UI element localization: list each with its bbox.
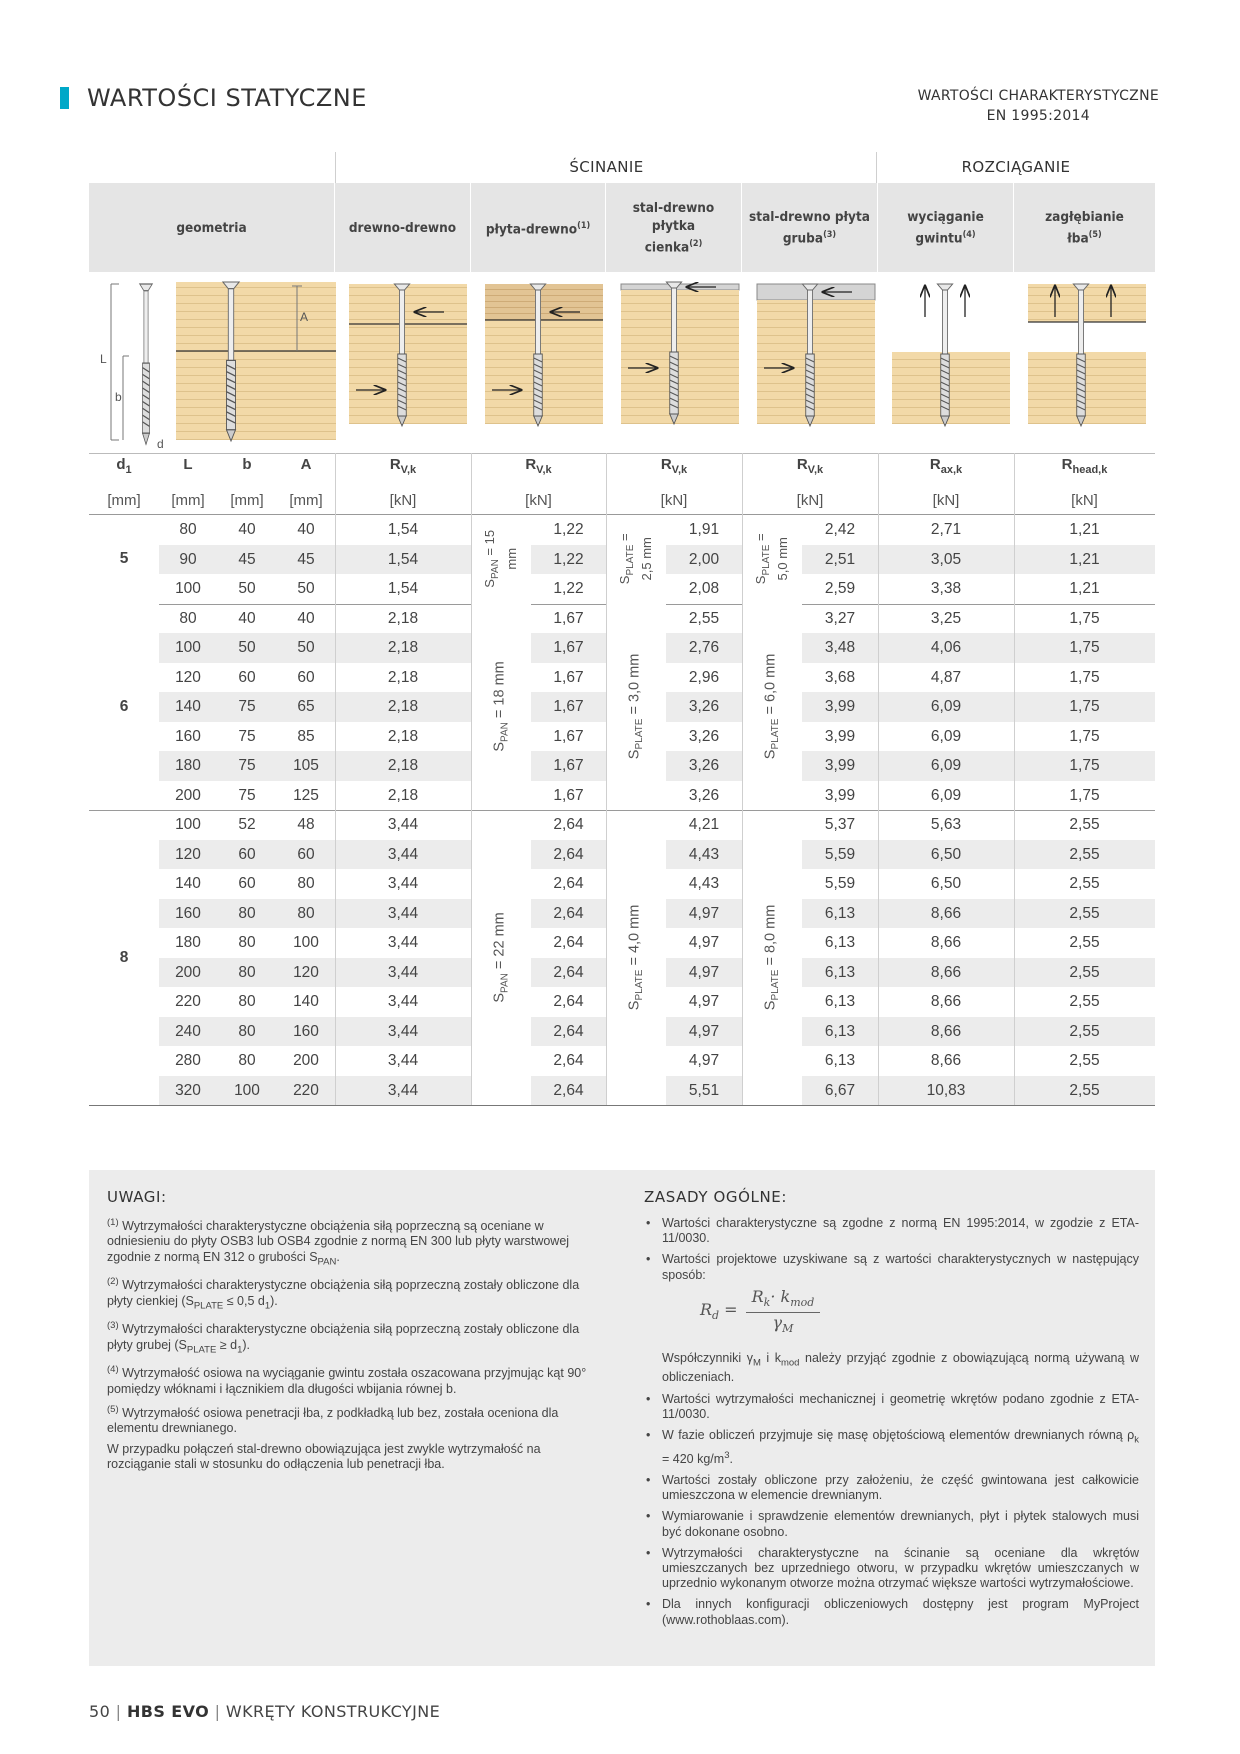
notes-title: UWAGI: bbox=[107, 1188, 167, 1206]
dim-label-l: L bbox=[100, 352, 107, 366]
sym-d1: $d_1$ bbox=[116, 456, 132, 476]
table-cell: 2,96 bbox=[688, 668, 720, 686]
diameter-cell: 8 bbox=[89, 811, 159, 1105]
table-cell: 2,18 bbox=[387, 668, 419, 686]
table-cell: 4,21 bbox=[688, 816, 720, 833]
table-cell: 1,21 bbox=[1069, 521, 1100, 538]
table-cell: 2,55 bbox=[1069, 875, 1100, 892]
table-cell: 6,09 bbox=[930, 757, 962, 774]
table-cell: 80 bbox=[238, 934, 256, 951]
table-cell: 6,09 bbox=[930, 727, 962, 745]
table-cell: 100 bbox=[175, 639, 201, 656]
rule-4: • W fazie obliczeń przyjmuje się masę objętościową elementów drewnianych równą $\rho_k = 420$ $kg/m^3$. bbox=[644, 1428, 1139, 1467]
table-cell: 6,50 bbox=[930, 875, 962, 892]
table-cell: 100 bbox=[175, 816, 201, 833]
table-cell: 2,55 bbox=[1069, 963, 1100, 981]
table-cell: 200 bbox=[175, 963, 201, 981]
group-shear: ŚCINANIE bbox=[569, 158, 644, 176]
table-cell: 160 bbox=[175, 727, 201, 745]
table-cell: 4,97 bbox=[688, 904, 720, 922]
table-cell: 8,66 bbox=[930, 1052, 962, 1069]
product-name: HBS EVO bbox=[126, 1702, 210, 1721]
spacing-label: $S_{PAN} = 22$ mm bbox=[471, 811, 531, 1105]
table-cell: 2,64 bbox=[553, 816, 584, 833]
table-cell: 45 bbox=[297, 550, 315, 568]
table-cell: 85 bbox=[297, 727, 315, 745]
table-cell: 2,08 bbox=[688, 580, 720, 597]
table-cell: 1,54 bbox=[387, 580, 419, 597]
table-cell: 1,67 bbox=[553, 727, 584, 745]
sym-rv-1: $R_{V,k}$ bbox=[389, 456, 417, 476]
table-cell: 60 bbox=[238, 875, 256, 892]
table-cell: 1,75 bbox=[1069, 757, 1100, 774]
notes-list bbox=[107, 1215, 602, 1477]
table-cell: 50 bbox=[297, 580, 315, 597]
page-header bbox=[60, 84, 367, 112]
table-cell: 1,67 bbox=[553, 786, 584, 804]
table-cell: 4,06 bbox=[930, 639, 962, 656]
table-cell: 3,99 bbox=[824, 786, 856, 804]
table-cell: 2,55 bbox=[1069, 1081, 1100, 1099]
note-1: $^{(1)}$ Wytrzymałości charakterystyczne obciążenia siłą poprzeczną są oceniane w odniesieniu do płyty OSB3 lub OSB4 zgodnie z normą EN 300 lub płyty warstwowej zgodnie z normą EN 312 o grubości $S_{PAN}$. bbox=[107, 1217, 570, 1268]
col-geometry: geometria bbox=[89, 183, 335, 272]
table-cell: 48 bbox=[297, 816, 315, 833]
table-cell: 6,09 bbox=[930, 786, 962, 804]
table-cell: 60 bbox=[238, 668, 256, 686]
table-cell: 1,67 bbox=[553, 639, 584, 656]
table-cell: 3,26 bbox=[688, 727, 720, 745]
table-cell: 2,55 bbox=[1069, 934, 1100, 951]
table-cell: 2,64 bbox=[553, 993, 584, 1010]
rule-3: • Wartości wytrzymałości mechanicznej i geometrię wkrętów podano zgodnie z ETA-11/0030. bbox=[644, 1392, 1139, 1422]
diameter-cell: 6 bbox=[89, 604, 159, 810]
table-cell: 80 bbox=[238, 993, 256, 1010]
rule-8: • Dla innych konfiguracji obliczeniowych dostępny jest program MyProject (www.rothoblaas.com). bbox=[644, 1597, 1139, 1627]
col-timber-timber: drewno-drewno bbox=[335, 183, 471, 272]
rule-7: • Wytrzymałości charakterystyczne na ścinanie są oceniane dla wkrętów umieszczanych bez uprzedniego otworu, w przypadku wkrętów umieszczanych w uprzednio wykonanym otworze można otrzymać większe wartości wytrzymałościowe. bbox=[644, 1546, 1139, 1592]
diagram-row bbox=[89, 272, 1155, 453]
table-cell: 2,76 bbox=[688, 639, 720, 656]
table-cell: 1,75 bbox=[1069, 639, 1100, 656]
ref-line-2: EN 1995:2014 bbox=[986, 108, 1090, 124]
table-cell: 200 bbox=[175, 786, 201, 804]
table-cell: 2,64 bbox=[553, 934, 584, 951]
table-cell: 2,18 bbox=[387, 757, 419, 774]
table-cell: 1,75 bbox=[1069, 668, 1100, 686]
table-cell: 3,44 bbox=[387, 1022, 419, 1040]
table-cell: 6,13 bbox=[824, 1022, 856, 1040]
table-cell: 80 bbox=[179, 521, 197, 538]
page-footer bbox=[89, 1702, 440, 1721]
rule-2-coefficients: Współczynniki $\gamma_M$ i $k_{mod}$ należy przyjąć zgodnie z obowiązującą normą używaną w obliczeniach. bbox=[662, 1350, 1139, 1385]
pullthrough-diagram bbox=[1028, 284, 1146, 426]
page-title: WARTOŚCI STATYCZNE bbox=[87, 84, 367, 112]
table-cell: 3,44 bbox=[387, 875, 419, 892]
table-cell: 3,99 bbox=[824, 698, 856, 715]
table-cell: 5,59 bbox=[824, 845, 856, 863]
table-cell: 100 bbox=[293, 934, 319, 951]
table-cell: 240 bbox=[175, 1022, 201, 1040]
unit-l: [mm] bbox=[171, 492, 205, 509]
table-cell: 320 bbox=[175, 1081, 201, 1099]
table-cell: 6,50 bbox=[930, 845, 962, 863]
table-cell: 160 bbox=[175, 904, 201, 922]
column-divider bbox=[742, 453, 743, 1105]
note-3: $^{(3)}$ Wytrzymałości charakterystyczne obciążenia siłą poprzeczną zostały obliczone dla płyty grubej $(S_{PLATE} \ge d_1)$. bbox=[107, 1320, 580, 1356]
rule-6: • Wymiarowanie i sprawdzenie elementów drewnianych, płyt i płytek stalowych musi być dokonane osobno. bbox=[644, 1509, 1139, 1539]
table-cell: 3,26 bbox=[688, 698, 720, 715]
table-cell: 2,55 bbox=[1069, 993, 1100, 1010]
sym-rax: $R_{ax,k}$ bbox=[929, 456, 963, 476]
unit-b: [mm] bbox=[230, 492, 264, 509]
table-cell: 52 bbox=[238, 816, 256, 833]
spacing-label: $S_{PLATE} = 2,5$ mm bbox=[606, 516, 666, 604]
table-cell: 3,44 bbox=[387, 816, 419, 833]
col-steel-thin: stal-drewno płytka cienka$^{(2)}$ bbox=[606, 183, 742, 272]
table-cell: 60 bbox=[238, 845, 256, 863]
table-cell: 4,97 bbox=[688, 993, 720, 1010]
unit-rhead: [kN] bbox=[1071, 492, 1098, 509]
sym-l: L bbox=[183, 456, 193, 473]
table-cell: 75 bbox=[238, 757, 256, 774]
table-cell: 8,66 bbox=[930, 934, 962, 951]
table-cell: 40 bbox=[297, 521, 315, 538]
table-cell: 2,51 bbox=[824, 550, 856, 568]
table-cell: 2,64 bbox=[553, 1081, 584, 1099]
rule-5: • Wartości zostały obliczone przy założeniu, że część gwintowana jest całkowicie umieszczona w elemencie drewnianym. bbox=[644, 1473, 1139, 1503]
table-cell: 2,00 bbox=[688, 550, 720, 568]
table-cell: 2,64 bbox=[553, 963, 584, 981]
table-cell: 8,66 bbox=[930, 904, 962, 922]
table-cell: 40 bbox=[238, 609, 256, 627]
table-cell: 2,55 bbox=[1069, 1052, 1100, 1069]
dim-label-d: d bbox=[157, 437, 164, 451]
table-cell: 2,42 bbox=[824, 521, 856, 538]
table-cell: 140 bbox=[175, 698, 201, 715]
table-cell: 3,05 bbox=[930, 550, 962, 568]
table-cell: 3,48 bbox=[824, 639, 856, 656]
spacing-label: $S_{PLATE} = 5,0$ mm bbox=[742, 516, 802, 604]
dim-label-a: A bbox=[300, 310, 309, 324]
table-cell: 1,21 bbox=[1069, 580, 1100, 597]
table-cell: 3,68 bbox=[824, 668, 856, 686]
table-cell: 6,13 bbox=[824, 1052, 856, 1069]
table-cell: 6,13 bbox=[824, 993, 856, 1010]
table-cell: 4,97 bbox=[688, 1052, 720, 1069]
table-cell: 120 bbox=[293, 963, 319, 981]
table-cell: 180 bbox=[175, 757, 201, 774]
unit-d1: [mm] bbox=[107, 492, 141, 509]
table-cell: 2,71 bbox=[930, 521, 962, 538]
notes-panel bbox=[89, 1170, 1155, 1666]
table-cell: 60 bbox=[297, 668, 315, 686]
col-panel-timber: płyta-drewno$^{(1)}$ bbox=[471, 183, 606, 272]
table-cell: 6,67 bbox=[824, 1081, 856, 1099]
unit-rv3: [kN] bbox=[660, 492, 688, 509]
column-divider bbox=[606, 453, 607, 1105]
rule bbox=[89, 453, 1155, 454]
table-cell: 5,51 bbox=[688, 1081, 720, 1099]
table-cell: 6,13 bbox=[824, 963, 856, 981]
column-divider bbox=[335, 453, 336, 1105]
table-cell: 6,13 bbox=[824, 904, 856, 922]
table-cell: 3,44 bbox=[387, 904, 419, 922]
table-cell: 3,25 bbox=[930, 609, 962, 627]
table-cell: 3,27 bbox=[824, 609, 856, 627]
table-cell: 1,54 bbox=[387, 550, 419, 568]
column-divider bbox=[1014, 453, 1015, 1105]
rules-list bbox=[644, 1216, 1139, 1634]
table-cell: 200 bbox=[293, 1052, 319, 1069]
table-cell: 1,67 bbox=[553, 668, 584, 686]
column-header-row bbox=[89, 183, 1155, 272]
table-cell: 3,44 bbox=[387, 1081, 419, 1099]
table-cell: 50 bbox=[238, 580, 256, 597]
table-cell: 80 bbox=[238, 904, 256, 922]
note-4: $^{(4)}$ Wytrzymałość osiowa na wyciąganie gwintu została oszacowana przyjmując kąt 90° pomiędzy włóknami i łącznikiem dla długości wbijania równej b. bbox=[107, 1364, 587, 1396]
table-cell: 80 bbox=[238, 963, 256, 981]
table-cell: 105 bbox=[293, 757, 319, 774]
spacing-label: $S_{PLATE} = 6,0$ mm bbox=[742, 604, 802, 810]
table-cell: 6,09 bbox=[930, 698, 962, 715]
table-cell: 1,54 bbox=[387, 521, 419, 538]
table-cell: 3,44 bbox=[387, 1052, 419, 1069]
diameter-cell: 5 bbox=[89, 516, 159, 604]
table-cell: 3,99 bbox=[824, 757, 856, 774]
table-cell: 140 bbox=[293, 993, 319, 1010]
table-cell: 3,44 bbox=[387, 934, 419, 951]
rule-2: • Wartości projektowe uzyskiwane są z wartości charakterystycznych w następujący sposób: $R_d$ = $\frac{R_k\cdot k_{mod}}{\gamma_M}$ Współczynniki $\gamma_M$ i $k_{mod}$ należy przyjąć zgodnie z obowiązującą normą używaną w obliczeniach. bbox=[644, 1252, 1139, 1385]
sym-rv-2: $R_{V,k}$ bbox=[525, 456, 552, 476]
table-cell: 3,44 bbox=[387, 845, 419, 863]
table-cell: 1,75 bbox=[1069, 698, 1100, 715]
table-cell: 120 bbox=[175, 668, 201, 686]
column-divider bbox=[878, 453, 879, 1105]
table-cell: 60 bbox=[297, 845, 315, 863]
unit-rv4: [kN] bbox=[796, 492, 824, 509]
table-cell: 8,66 bbox=[930, 1022, 962, 1040]
withdrawal-diagram bbox=[892, 284, 1010, 426]
group-tension: ROZCIĄGANIE bbox=[961, 158, 1071, 176]
table-cell: 8,66 bbox=[930, 993, 962, 1010]
table-cell: 80 bbox=[238, 1022, 256, 1040]
table-cell: 1,21 bbox=[1069, 550, 1100, 568]
unit-rax: [kN] bbox=[932, 492, 960, 509]
section-name: WKRĘTY KONSTRUKCYJNE bbox=[225, 1702, 441, 1721]
table-cell: 90 bbox=[179, 550, 197, 568]
table-cell: 50 bbox=[238, 639, 256, 656]
load-diagrams bbox=[89, 272, 1155, 453]
unit-a: [mm] bbox=[289, 492, 323, 509]
table-cell: 180 bbox=[175, 934, 201, 951]
table-cell: 40 bbox=[238, 521, 256, 538]
table-cell: 45 bbox=[238, 550, 256, 568]
table-cell: 1,75 bbox=[1069, 727, 1100, 745]
panel-timber-diagram bbox=[485, 284, 603, 426]
table-cell: 3,99 bbox=[824, 727, 856, 745]
table-cell: 2,64 bbox=[553, 1052, 584, 1069]
table-cell: 1,67 bbox=[553, 609, 584, 627]
table-cell: 75 bbox=[238, 727, 256, 745]
table-cell: 80 bbox=[297, 904, 315, 922]
ref-line-1: WARTOŚCI CHARAKTERYSTYCZNE bbox=[917, 88, 1159, 104]
spacing-label: $S_{PLATE} = 8,0$ mm bbox=[742, 811, 802, 1105]
table-cell: 4,43 bbox=[688, 845, 720, 863]
column-divider bbox=[471, 453, 472, 1105]
table-cell: 80 bbox=[179, 609, 197, 627]
table-cell: 2,64 bbox=[553, 875, 584, 892]
table-cell: 80 bbox=[297, 875, 315, 892]
spacing-label: $S_{PAN} = 18$ mm bbox=[471, 604, 531, 810]
sym-b: b bbox=[242, 456, 252, 473]
table-cell: 280 bbox=[175, 1052, 201, 1069]
spacing-label: $S_{PLATE} = 4,0$ mm bbox=[606, 811, 666, 1105]
table-cell: 2,55 bbox=[1069, 904, 1100, 922]
table-bottom-rule bbox=[89, 1105, 1155, 1106]
rules-title: ZASADY OGÓLNE: bbox=[644, 1188, 788, 1206]
unit-rv1: [kN] bbox=[389, 492, 417, 509]
table-cell: 1,91 bbox=[688, 521, 720, 538]
table-cell: 220 bbox=[175, 993, 201, 1010]
table-cell: 3,44 bbox=[387, 963, 419, 981]
table-cell: 80 bbox=[238, 1052, 256, 1069]
table-cell: 1,67 bbox=[553, 698, 584, 715]
table-cell: 3,26 bbox=[688, 786, 720, 804]
table-cell: 1,75 bbox=[1069, 786, 1100, 804]
table-cell: 4,87 bbox=[930, 668, 962, 686]
col-steel-thick: stal-drewno płyta gruba$^{(3)}$ bbox=[742, 183, 878, 272]
table-cell: 4,97 bbox=[688, 963, 720, 981]
timber-timber-diagram bbox=[349, 284, 467, 426]
table-cell: 2,18 bbox=[387, 727, 419, 745]
table-cell: 10,83 bbox=[926, 1081, 966, 1099]
table-cell: 1,22 bbox=[553, 550, 584, 568]
table-cell: 3,44 bbox=[387, 993, 419, 1010]
table-cell: 2,64 bbox=[553, 1022, 584, 1040]
page-number: 50 bbox=[89, 1702, 111, 1721]
rule-1: • Wartości charakterystyczne są zgodne z normą EN 1995:2014, w zgodzie z ETA-11/0030. bbox=[644, 1216, 1139, 1246]
table-cell: 2,18 bbox=[387, 698, 419, 715]
table-cell: 100 bbox=[234, 1081, 260, 1099]
table-cell: 125 bbox=[293, 786, 319, 804]
table-cell: 100 bbox=[175, 580, 201, 597]
table-cell: 3,26 bbox=[688, 757, 720, 774]
table-cell: 40 bbox=[297, 609, 315, 627]
note-6: W przypadku połączeń stal-drewno obowiązująca jest zwykle wytrzymałość na rozciąganie stali w stosunku do odłączenia lub penetracji łba. bbox=[107, 1441, 541, 1471]
design-formula: $R_d$ = $\frac{R_k\cdot k_{mod}}{\gamma_M}$ bbox=[700, 1289, 1139, 1337]
table-cell: 3,38 bbox=[930, 580, 962, 597]
col-pullthrough: zagłębianie łba$^{(5)}$ bbox=[1014, 183, 1155, 272]
table-cell: 5,59 bbox=[824, 875, 856, 892]
table-cell: 2,59 bbox=[824, 580, 856, 597]
col-withdrawal: wyciąganie gwintu$^{(4)}$ bbox=[878, 183, 1014, 272]
sym-a: A bbox=[300, 456, 312, 473]
steel-thick-diagram bbox=[757, 284, 875, 426]
note-2: $^{(2)}$ Wytrzymałości charakterystyczne obciążenia siłą poprzeczną zostały obliczone dla płyty cienkiej ($S_{PLATE} \le 0,5$ $d_1$). bbox=[107, 1276, 580, 1312]
sym-rv-4: $R_{V,k}$ bbox=[796, 456, 824, 476]
table-cell: 1,67 bbox=[553, 757, 584, 774]
table-cell: 8,66 bbox=[930, 963, 962, 981]
table-cell: 4,97 bbox=[688, 934, 720, 951]
table-cell: 2,64 bbox=[553, 845, 584, 863]
table-cell: 6,13 bbox=[824, 934, 856, 951]
footer-separator: | bbox=[115, 1702, 122, 1721]
table-cell: 1,75 bbox=[1069, 609, 1100, 627]
table-cell: 5,63 bbox=[930, 816, 962, 833]
footer-separator: | bbox=[214, 1702, 221, 1721]
sym-rhead: $R_{head,k}$ bbox=[1061, 456, 1108, 476]
table-cell: 120 bbox=[175, 845, 201, 863]
table-cell: 2,18 bbox=[387, 786, 419, 804]
table-cell: 1,22 bbox=[553, 580, 584, 597]
spacing-label: $S_{PLATE} = 3,0$ mm bbox=[606, 604, 666, 810]
table-cell: 2,55 bbox=[688, 609, 720, 627]
table-cell: 1,22 bbox=[553, 521, 584, 538]
table-cell: 160 bbox=[293, 1022, 319, 1040]
table-cell: 140 bbox=[175, 875, 201, 892]
table-cell: 220 bbox=[293, 1081, 319, 1099]
dim-label-b: b bbox=[115, 390, 122, 404]
table-cell: 75 bbox=[238, 786, 256, 804]
spacing-label: $S_{PAN} = 15$ mm bbox=[471, 516, 531, 604]
table-cell: 2,55 bbox=[1069, 816, 1100, 833]
table-cell: 2,64 bbox=[553, 904, 584, 922]
table-cell: 2,55 bbox=[1069, 1022, 1100, 1040]
table-cell: 4,43 bbox=[688, 875, 720, 892]
table-cell: 75 bbox=[238, 698, 256, 715]
steel-thin-diagram bbox=[621, 282, 739, 424]
unit-rv2: [kN] bbox=[525, 492, 552, 509]
table-cell: 2,18 bbox=[387, 609, 419, 627]
table-cell: 4,97 bbox=[688, 1022, 720, 1040]
sym-rv-3: $R_{V,k}$ bbox=[660, 456, 688, 476]
table-cell: 2,18 bbox=[387, 639, 419, 656]
geometry-diagram bbox=[111, 282, 336, 444]
accent-bar bbox=[60, 87, 69, 109]
note-5: $^{(5)}$ Wytrzymałość osiowa penetracji łba, z podkładką lub bez, została oceniona dla elementu drewnianego. bbox=[107, 1403, 559, 1436]
standard-reference bbox=[918, 86, 1159, 126]
table-cell: 2,55 bbox=[1069, 845, 1100, 863]
table-cell: 65 bbox=[297, 698, 315, 715]
table-cell: 50 bbox=[297, 639, 315, 656]
table-cell: 5,37 bbox=[824, 816, 856, 833]
